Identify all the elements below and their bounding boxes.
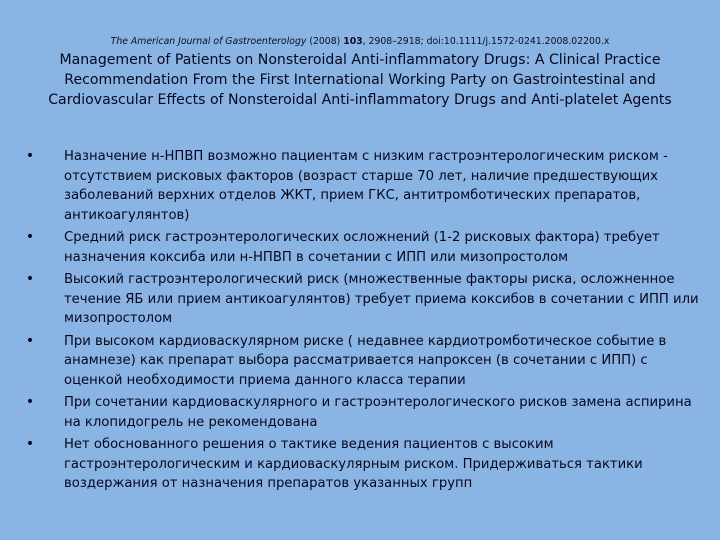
bullet-item [22, 332, 702, 391]
bullet-icon: • [25, 332, 35, 349]
citation-volume: 103 [343, 36, 363, 47]
slide-title: Management of Patients on Nonsteroidal Anti-inflammatory Drugs: A Clinical Practice Recommendation From the First International Working Party on Gastrointestinal and Cardiovascular Effects of Nonsteroidal Anti-inflammatory Drugs and Anti-platelet Agents [48, 52, 672, 108]
bullet-item [22, 270, 702, 329]
bullet-text: При высоком кардиоваскулярном риске ( недавнее кардиотромботическое событие в анамнезе) как препарат выбора рассматривается напроксен (в сочетании с ИПП) с оценкой необходимости приема данного класса терапии [64, 333, 667, 388]
citation [0, 36, 720, 48]
bullet-item [22, 435, 702, 494]
bullet-icon: • [25, 229, 35, 245]
citation-year: (2008) [309, 36, 341, 47]
bullet-text: Назначение н-НПВП возможно пациентам с низким гастроэнтерологическим риском - отсутствием рисковых факторов (возраст старше 70 лет, наличие предшествующих заболеваний верхних отделов ЖКТ, прием ГКС, антитромботических препаратов, антикоагулянтов) [64, 149, 668, 223]
bullet-icon: • [25, 436, 35, 452]
bullet-list [22, 147, 702, 497]
bullet-item [22, 393, 702, 432]
bullet-item [22, 147, 702, 225]
bullet-text: Средний риск гастроэнтерологических осложнений (1-2 рисковых фактора) требует назначения коксиба или н-НПВП в сочетании с ИПП или мизопростолом [64, 230, 660, 265]
bullet-icon: • [25, 394, 35, 410]
bullet-text: При сочетании кардиоваскулярного и гастроэнтерологического рисков замена аспирина на клопидогрель не рекомендована [64, 395, 692, 430]
bullet-item [22, 228, 702, 267]
bullet-icon: • [25, 271, 35, 287]
bullet-icon: • [25, 148, 35, 164]
citation-pages-doi: , 2908–2918; doi:10.1111/j.1572-0241.2008.02200.x [362, 36, 610, 47]
citation-journal: The American Journal of Gastroenterology [110, 36, 307, 47]
bullet-text: Высокий гастроэнтерологический риск (множественные факторы риска, осложненное течение ЯБ или прием антикоагулянтов) требует приема коксибов в сочетании с ИПП или мизопростолом [64, 272, 699, 326]
bullet-text: Нет обоснованного решения о тактике ведения пациентов с высоким гастроэнтерологическим и кардиоваскулярным риском. Придерживаться тактики воздержания от назначения препаратов указанных групп [64, 437, 643, 491]
